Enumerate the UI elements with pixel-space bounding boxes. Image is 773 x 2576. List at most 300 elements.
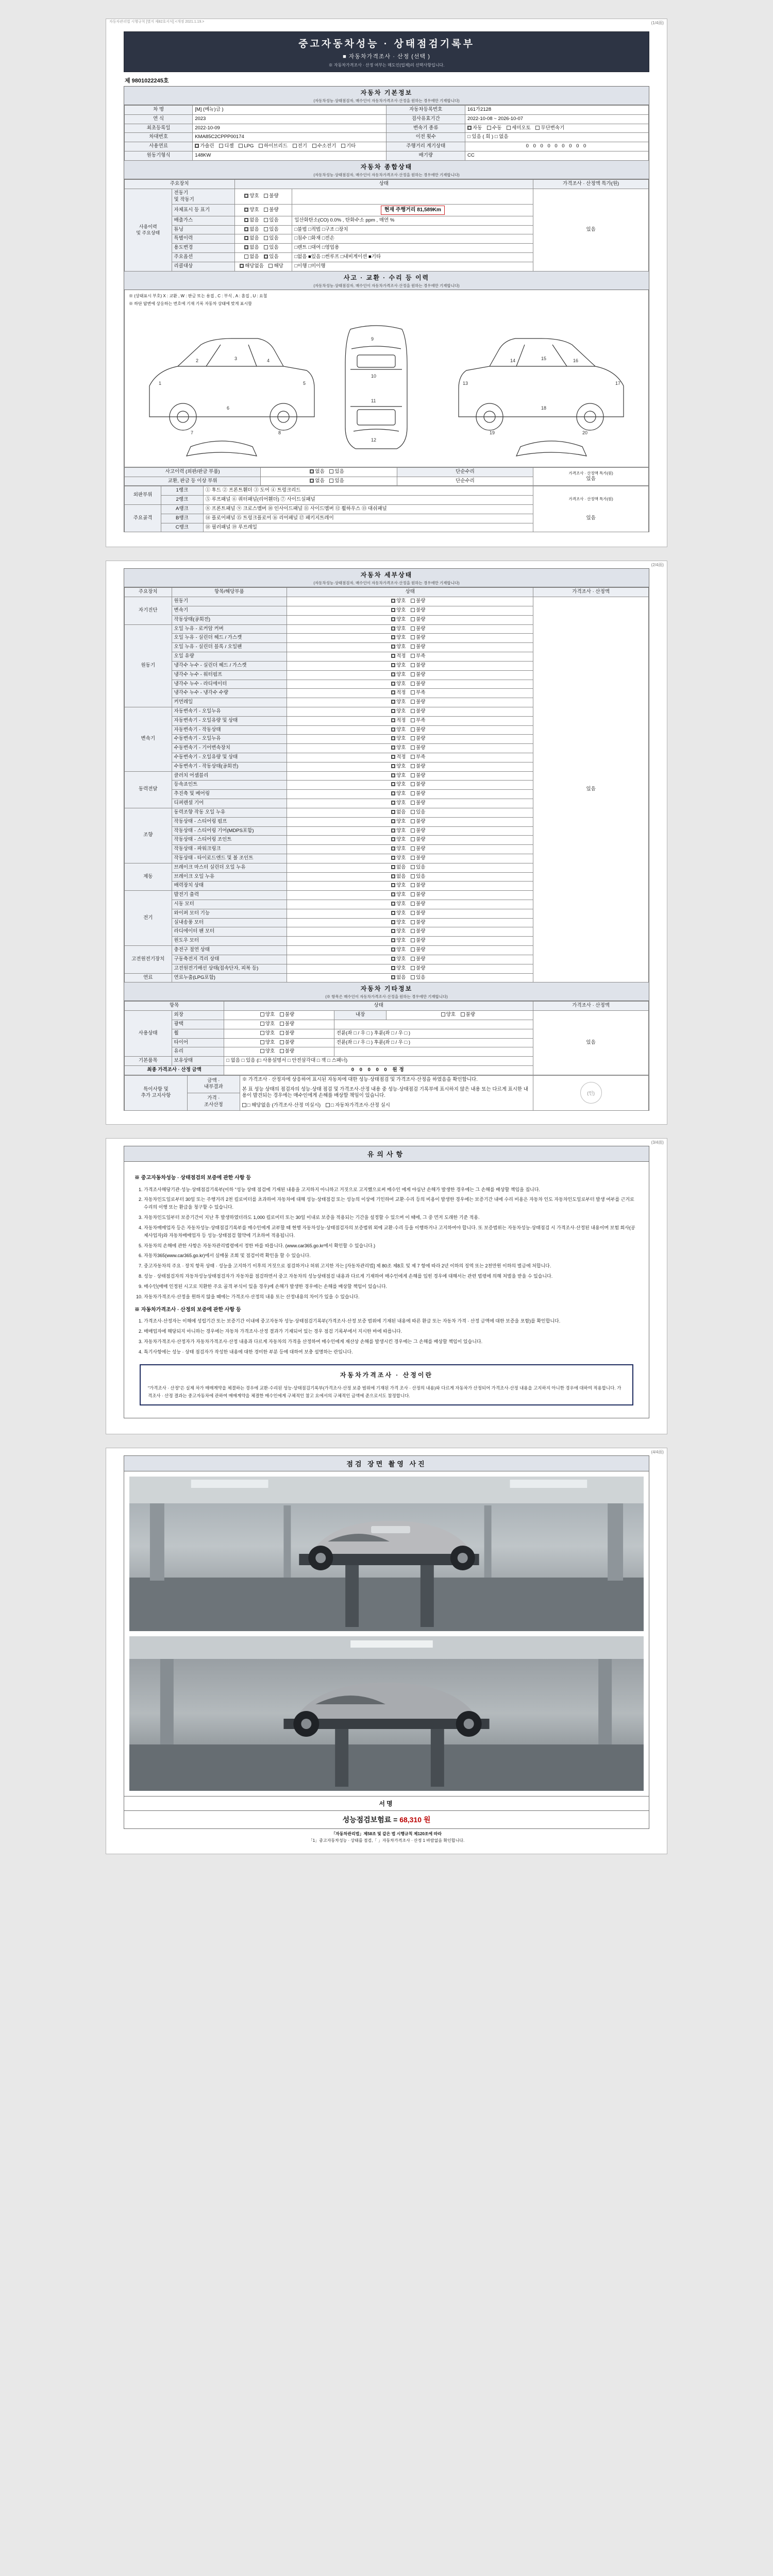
opt-good[interactable]: 양호 [391,883,406,889]
checkbox-checked-icon[interactable] [195,144,199,148]
checkbox-icon[interactable] [411,892,415,896]
checkbox-checked-icon[interactable] [391,690,395,694]
checkbox-checked-icon[interactable] [467,126,472,130]
checkbox-icon[interactable] [259,144,263,148]
checkbox-icon[interactable] [239,144,243,148]
item-state [287,854,533,863]
checkbox-icon[interactable] [411,938,415,942]
checkbox-icon[interactable] [280,1040,284,1044]
table-row [125,1075,649,1093]
opt-good[interactable]: 양호 [391,800,406,807]
item-label: 작동상태(공회전) [172,615,287,624]
opt-good[interactable]: 양호 [391,736,406,742]
checkbox-icon[interactable] [312,144,316,148]
item-state [287,790,533,799]
checkbox-icon[interactable] [268,264,273,268]
checkbox-checked-icon[interactable] [391,865,395,869]
opt-exist[interactable]: 있음 [329,478,344,485]
rank-a-items: ⑧ 프론트패널 ⑨ 크로스멤버 ⑩ 인사이드패널 ⑪ 사이드멤버 ⑫ 휠하우스 ⑬ 대쉬패널 [203,504,533,514]
opt-bad[interactable]: 불량 [411,883,425,889]
opt-good[interactable]: 양호 [391,727,406,734]
opt-good[interactable]: 양호 [391,699,406,706]
notice-body [124,1162,649,1418]
opt-bad[interactable]: 불량 [411,956,425,963]
list-item: 3. 자동차가격조사·산정자가 자동차가격조사·산정 내용과 다르게 자동차의 가격을 산정하여 매수인에게 재산상 손해를 발생시킨 경우에는 그 손해를 배상할 책임이 있습니다. [144,1338,638,1346]
opt-good[interactable]: 양호 [391,663,406,669]
col-price: 가격조사 · 산정액 [533,588,649,597]
checkbox-icon[interactable] [260,1040,264,1044]
group-self-diagnosis: 자기진단 [125,597,172,624]
opt-low[interactable]: 부족 [411,718,425,724]
opt-good[interactable]: 양호 [391,598,406,605]
opt-exist[interactable]: 있음 [411,865,425,871]
checkbox-icon[interactable] [242,1103,246,1107]
photo-section-title: 점검 장면 촬영 사진 [124,1455,649,1471]
opt-bad[interactable]: 불량 [411,607,425,614]
checkbox-icon[interactable] [411,599,415,603]
checkbox-icon[interactable] [441,1012,445,1016]
checkbox-checked-icon[interactable] [391,883,395,887]
checkbox-checked-icon[interactable] [391,892,395,896]
section-accident-title [124,272,649,290]
checkbox-checked-icon[interactable] [391,782,395,786]
check-no-appraisal[interactable]: □ 해당없음 (가격조사·산정 미실시) [242,1103,321,1109]
label-simple-repair: 단순수리 [397,467,533,477]
opt-good[interactable]: 양호 [391,791,406,798]
checkbox-checked-icon[interactable] [391,745,395,750]
checkbox-checked-icon[interactable] [391,709,395,713]
opt-bad[interactable]: 불량 [411,708,425,715]
opt-bad[interactable]: 불량 [411,791,425,798]
checkbox-checked-icon[interactable] [391,938,395,942]
opt-bad[interactable]: 불량 [411,764,425,770]
checkbox-icon[interactable] [411,709,415,713]
opt-applicable[interactable]: 해당 [268,263,283,270]
opt-bad[interactable]: 불량 [411,663,425,669]
opt-good[interactable]: 양호 [391,920,406,926]
opt-bad[interactable]: 불량 [280,1030,294,1037]
checkbox-icon[interactable] [264,194,268,198]
checkbox-icon[interactable] [411,957,415,961]
opt-bad[interactable]: 불량 [411,819,425,825]
opt-ok[interactable]: 적정 [391,718,406,724]
checkbox-checked-icon[interactable] [244,194,248,198]
checkbox-icon[interactable] [461,1012,465,1016]
opt-good[interactable]: 양호 [391,892,406,899]
opt-bad[interactable]: 불량 [264,193,278,200]
checkbox-checked-icon[interactable] [391,635,395,639]
checkbox-icon[interactable] [264,227,268,231]
checkbox-icon[interactable] [411,947,415,952]
item-label: 자동변속기 - 오일유량 및 상태 [172,716,287,725]
checkbox-checked-icon[interactable] [391,911,395,915]
checkbox-icon[interactable] [411,883,415,887]
opt-bad[interactable]: 불량 [411,598,425,605]
row-label-emission: 배출가스 [172,216,234,225]
svg-text:14: 14 [510,358,516,363]
opt-good[interactable]: 양호 [391,846,406,853]
item-state [287,882,533,891]
checkbox-icon[interactable] [411,727,415,732]
fuel-option-lpg[interactable]: LPG [239,143,254,150]
opt-low[interactable]: 부족 [411,690,425,697]
opt-bad[interactable]: 불량 [411,837,425,843]
item-label: 동력조향 작동 오일 누유 [172,808,287,817]
checkbox-icon[interactable] [280,1012,284,1016]
opt-bad[interactable]: 불량 [411,910,425,917]
checkbox-checked-icon[interactable] [391,773,395,777]
checkbox-icon[interactable] [411,682,415,686]
checkbox-icon[interactable] [260,1022,264,1026]
checkbox-checked-icon[interactable] [391,727,395,732]
checkbox-icon[interactable] [411,645,415,649]
checkbox-icon[interactable] [219,144,223,148]
item-label: 작동상태 - 스티어링 기어(MDPS포함) [172,826,287,836]
opt-bad[interactable]: 불량 [411,736,425,742]
checkbox-checked-icon[interactable] [391,672,395,676]
trans-option[interactable]: 수동 [487,125,501,132]
trans-option[interactable]: 무단변속기 [535,125,564,132]
checkbox-checked-icon[interactable] [391,846,395,851]
opt-none[interactable]: 없음 [391,809,406,816]
opt-good[interactable]: 양호 [391,745,406,752]
opt-bad[interactable]: 불량 [280,1012,294,1019]
checkbox-icon[interactable] [411,810,415,814]
opt-exist[interactable]: 있음 [264,245,278,251]
checkbox-icon[interactable] [411,975,415,979]
opt-na[interactable]: 해당없음 [240,263,264,270]
opt-bad[interactable]: 불량 [280,1021,294,1028]
opt-good[interactable]: 양호 [260,1012,275,1019]
opt-good[interactable]: 양호 [391,681,406,688]
fuel-option-electric[interactable]: 전기 [293,143,307,150]
trans-option[interactable]: 자동 [467,125,482,132]
checkbox-checked-icon[interactable] [244,208,248,212]
form-reference: 자동차관리법 시행규칙 [별지 제82호서식] <개정 2021.1.19.> [109,20,205,24]
checkbox-checked-icon[interactable] [391,718,395,722]
checkbox-icon[interactable] [411,902,415,906]
checkbox-icon[interactable] [264,236,268,240]
opt-none[interactable]: 없음 [391,975,406,981]
checkbox-icon[interactable] [411,929,415,933]
opt-bad[interactable]: 불량 [411,920,425,926]
opt-exist[interactable]: 있음 [264,217,278,224]
opt-good[interactable]: 양호 [244,193,259,200]
checkbox-icon[interactable] [487,126,491,130]
checkbox-checked-icon[interactable] [391,947,395,952]
checkbox-checked-icon[interactable] [391,810,395,814]
checkbox-checked-icon[interactable] [391,920,395,924]
rank-2-items: ⑤ 루프패널 ⑥ 쿼터패널(리어휀더) ⑦ 사이드실패널 [203,496,533,505]
opt-good[interactable]: 양호 [391,635,406,641]
checkbox-checked-icon[interactable] [240,264,244,268]
checkbox-checked-icon[interactable] [391,764,395,768]
opt-good[interactable]: 양호 [391,782,406,788]
item-state [287,955,533,964]
opt-ok[interactable]: 적정 [391,754,406,761]
checkbox-icon[interactable] [411,608,415,612]
checkbox-checked-icon[interactable] [391,682,395,686]
opt-good[interactable]: 양호 [391,928,406,935]
checkbox-checked-icon[interactable] [391,929,395,933]
opt-bad[interactable]: 불량 [264,207,278,214]
checkbox-icon[interactable] [411,654,415,658]
opt-good[interactable]: 양호 [244,207,259,214]
checkbox-checked-icon[interactable] [391,608,395,612]
opt-none[interactable]: 없음 [244,254,259,261]
opt-bad[interactable]: 불량 [411,965,425,972]
item-label: 커먼레일 [172,698,287,707]
opt-good[interactable]: 양호 [391,855,406,862]
checkbox-icon[interactable] [411,626,415,631]
document-subtitle: ■ 자동차가격조사 · 산정 (선택 ) [343,54,430,60]
opt-none[interactable]: 없음 [244,245,259,251]
checkbox-checked-icon[interactable] [391,626,395,631]
group-steering: 조향 [125,808,172,863]
checkbox-checked-icon[interactable] [310,469,314,473]
value-engine: 148KW [193,151,386,161]
svg-text:4: 4 [267,358,270,363]
fuel-option-gasoline[interactable]: 가솔린 [195,143,214,150]
opt-good[interactable]: 양호 [391,773,406,779]
diagram-legend-1: ※ (상태표시 부호) X : 교환 , W : 판금 또는 용접 , C : 부식 , A : 흠집 , U : 요철 [129,293,267,298]
checkbox-icon[interactable] [411,911,415,915]
checkbox-icon[interactable] [280,1022,284,1026]
opt-bad[interactable]: 불량 [411,892,425,899]
checkbox-checked-icon[interactable] [310,479,314,483]
trans-option[interactable]: 세미오토 [507,125,531,132]
opt-good[interactable]: 양호 [391,607,406,614]
opt-bad[interactable]: 불량 [280,1040,294,1046]
checkbox-checked-icon[interactable] [264,255,268,259]
checkbox-icon[interactable] [411,819,415,823]
opt-good[interactable]: 양호 [260,1048,275,1055]
opt-bad[interactable]: 불량 [280,1048,294,1055]
opt-bad[interactable]: 불량 [411,626,425,633]
opt-none[interactable]: 없음 [310,469,324,476]
opt-good[interactable]: 양호 [260,1030,275,1037]
opt-none[interactable]: 없음 [310,478,324,485]
checkbox-checked-icon[interactable] [391,599,395,603]
checkbox-icon[interactable] [264,245,268,249]
opt-bad[interactable]: 불량 [411,699,425,706]
checkbox-icon[interactable] [411,856,415,860]
checkbox-icon[interactable] [411,837,415,841]
checkbox-icon[interactable] [411,773,415,777]
opt-bad[interactable]: 불량 [411,727,425,734]
opt-bad[interactable]: 불량 [411,928,425,935]
opt-good[interactable]: 양호 [391,672,406,679]
opt-good[interactable]: 양호 [391,708,406,715]
opt-good[interactable]: 양호 [391,910,406,917]
opt-exist[interactable]: 있음 [411,975,425,981]
opt-exist[interactable]: 있음 [264,227,278,233]
opt-good[interactable]: 양호 [391,828,406,835]
item-label: 브레이크 마스터 실린더 오일 누유 [172,863,287,872]
checkbox-icon[interactable] [535,126,540,130]
opt-none[interactable]: 없음 [391,874,406,880]
opt-good[interactable]: 양호 [391,837,406,843]
opt-good[interactable]: 양호 [260,1021,275,1028]
opt-exist[interactable]: 있음 [264,254,278,261]
opt-good[interactable]: 양호 [391,819,406,825]
opt-good[interactable]: 양호 [391,626,406,633]
section-detail-state [124,568,649,982]
opt-bad[interactable]: 불량 [411,855,425,862]
item-label: 오일 누유 - 로커암 커버 [172,624,287,634]
opt-bad[interactable]: 불량 [411,617,425,623]
opt-bad[interactable]: 불량 [411,846,425,853]
checkbox-icon[interactable] [411,828,415,833]
item-state [287,707,533,716]
checkbox-icon[interactable] [411,663,415,667]
item-state [287,937,533,946]
opt-ok[interactable]: 적정 [391,690,406,697]
checkbox-icon[interactable] [411,846,415,851]
opt-low[interactable]: 부족 [411,754,425,761]
opt-good[interactable]: 양호 [391,965,406,972]
checkbox-icon[interactable] [260,1049,264,1053]
checkbox-checked-icon[interactable] [391,700,395,704]
checkbox-icon[interactable] [411,801,415,805]
checkbox-checked-icon[interactable] [391,902,395,906]
opt-good[interactable]: 양호 [391,617,406,623]
item-label: 냉각수 누수 - 워터펌프 [172,670,287,680]
opt-exist[interactable]: 있음 [264,235,278,242]
item-state [287,680,533,689]
checkbox-icon[interactable] [411,690,415,694]
checkbox-checked-icon[interactable] [391,828,395,833]
opt-good[interactable]: 양호 [391,956,406,963]
row-note-odometer [292,205,533,216]
checkbox-icon[interactable] [411,700,415,704]
opt-bad[interactable]: 불량 [411,828,425,835]
item-label: 충전구 절연 상태 [172,946,287,955]
opt-good[interactable]: 양호 [391,947,406,954]
opt-exist[interactable]: 있음 [411,874,425,880]
opt-exist[interactable]: 있음 [329,469,344,476]
checkbox-checked-icon[interactable] [391,957,395,961]
opt-low[interactable]: 부족 [411,653,425,660]
checkbox-icon[interactable] [244,255,248,259]
checkbox-icon[interactable] [411,920,415,924]
opt-none[interactable]: 없음 [244,235,259,242]
opt-bad[interactable]: 불량 [411,800,425,807]
checkbox-icon[interactable] [264,208,268,212]
fuel-option-hydrogen[interactable]: 수소전기 [312,143,337,150]
opt-none[interactable]: 없음 [244,227,259,233]
checkbox-checked-icon[interactable] [391,645,395,649]
checkbox-checked-icon[interactable] [391,791,395,795]
opt-none[interactable]: 없음 [391,865,406,871]
opt-bad[interactable]: 불량 [411,773,425,779]
checkbox-icon[interactable] [329,479,333,483]
checkbox-checked-icon[interactable] [391,801,395,805]
checkbox-checked-icon[interactable] [391,975,395,979]
checkbox-icon[interactable] [411,672,415,676]
checkbox-checked-icon[interactable] [244,236,248,240]
checkbox-checked-icon[interactable] [391,736,395,740]
checkbox-icon[interactable] [293,144,297,148]
checkbox-icon[interactable] [260,1012,264,1016]
checkbox-icon[interactable] [411,782,415,786]
checkbox-checked-icon[interactable] [244,245,248,249]
checkbox-icon[interactable] [411,791,415,795]
checkbox-icon[interactable] [411,874,415,878]
checkbox-checked-icon[interactable] [391,617,395,621]
fuel-option-etc[interactable]: 기타 [341,143,356,150]
checkbox-checked-icon[interactable] [391,837,395,841]
checkbox-icon[interactable] [507,126,511,130]
etc-note-tire: 전륜(좌 □ / 우 □ ) 후륜(좌 □ / 우 □ ) [334,1038,533,1047]
opt-good[interactable]: 양호 [391,764,406,770]
opt-bad[interactable]: 불량 [411,745,425,752]
checkbox-checked-icon[interactable] [391,856,395,860]
opt-bad[interactable]: 불량 [461,1012,475,1019]
checkbox-icon[interactable] [411,718,415,722]
opt-bad[interactable]: 불량 [411,947,425,954]
checkbox-icon[interactable] [260,1031,264,1035]
opt-bad[interactable]: 불량 [411,681,425,688]
opt-good[interactable]: 양호 [391,901,406,908]
opt-bad[interactable]: 불량 [411,782,425,788]
checkbox-checked-icon[interactable] [391,966,395,970]
opt-bad[interactable]: 불량 [411,644,425,651]
opt-good[interactable]: 양호 [441,1012,456,1019]
opt-good[interactable]: 양호 [391,938,406,944]
checkbox-icon[interactable] [280,1049,284,1053]
checkbox-checked-icon[interactable] [391,819,395,823]
checkbox-icon[interactable] [411,736,415,740]
checkbox-checked-icon[interactable] [244,227,248,231]
checkbox-icon[interactable] [411,865,415,869]
checkbox-checked-icon[interactable] [391,663,395,667]
group-electric: 전기 [125,891,172,946]
checkbox-icon[interactable] [411,966,415,970]
fuel-option-hybrid[interactable]: 하이브리드 [259,143,288,150]
opt-bad[interactable]: 불량 [411,635,425,641]
opt-good[interactable]: 양호 [260,1040,275,1046]
opt-bad[interactable]: 불량 [411,938,425,944]
value-transmission [465,124,649,133]
opt-bad[interactable]: 불량 [411,672,425,679]
checkbox-checked-icon[interactable] [244,218,248,222]
checkbox-icon[interactable] [264,218,268,222]
opt-none[interactable]: 없음 [244,217,259,224]
checkbox-icon[interactable] [280,1031,284,1035]
etc-state-interior [386,1011,533,1020]
item-label: 수동변속기 - 오일누유 [172,735,287,744]
fuel-option-diesel[interactable]: 디젤 [219,143,233,150]
checkbox-icon[interactable] [411,755,415,759]
checkbox-icon[interactable] [329,469,333,473]
checkbox-icon[interactable] [411,745,415,750]
opt-bad[interactable]: 불량 [411,901,425,908]
check-appraisal-done[interactable]: □ 자동차가격조사·산정 실시 [326,1103,390,1109]
opt-ok[interactable]: 적정 [391,653,406,660]
opt-exist[interactable]: 있음 [411,809,425,816]
checkbox-icon[interactable] [326,1103,330,1107]
opt-good[interactable]: 양호 [391,644,406,651]
checkbox-checked-icon[interactable] [391,755,395,759]
checkbox-icon[interactable] [411,764,415,768]
checkbox-icon[interactable] [411,617,415,621]
checkbox-icon[interactable] [411,635,415,639]
checkbox-checked-icon[interactable] [391,654,395,658]
footnote-line-1: 「자동차관리법」제58조 및 같은 법 시행규칙 제120조에 따라 [331,1832,442,1837]
checkbox-checked-icon[interactable] [391,874,395,878]
checkbox-icon[interactable] [341,144,345,148]
